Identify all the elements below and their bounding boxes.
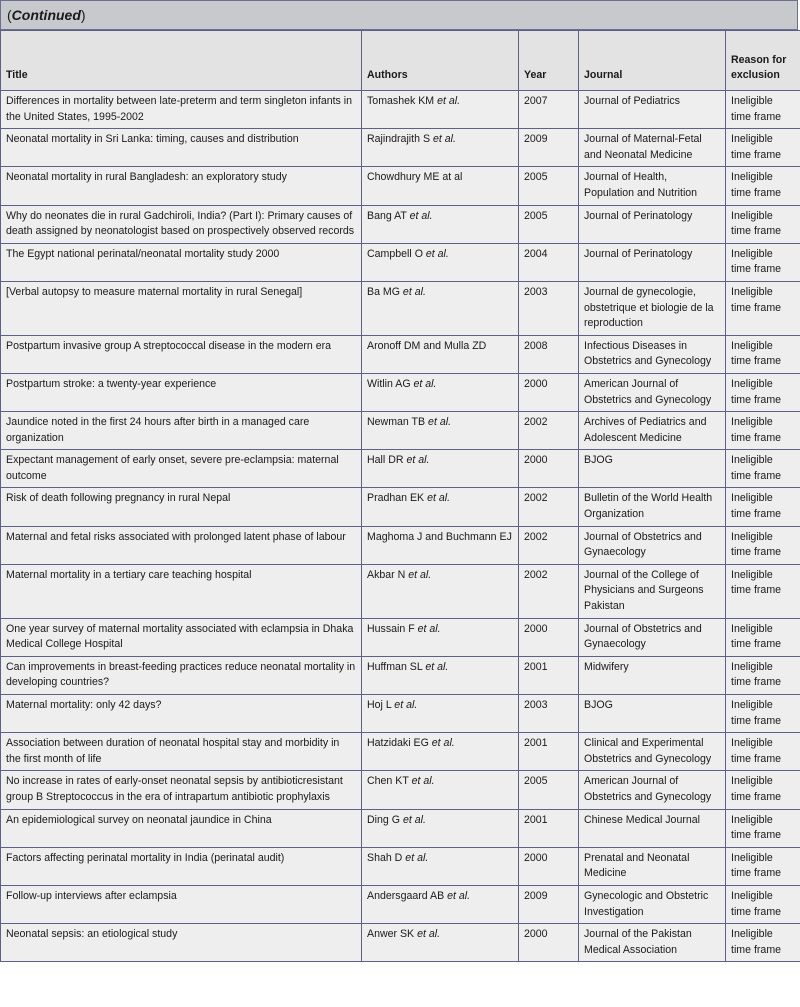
table-row: [1, 450, 800, 488]
table-row: [1, 335, 800, 373]
cell-title: Neonatal mortality in Sri Lanka: timing, causes and distribution: [1, 129, 362, 167]
cell-journal: Journal of the Pakistan Medical Association: [579, 924, 726, 962]
author-name: Akbar N: [367, 568, 406, 581]
cell-journal: Chinese Medical Journal: [579, 809, 726, 847]
cell-year: 2002: [519, 488, 579, 526]
cell-reason: Ineligible time frame: [726, 656, 800, 694]
author-suffix: et al.: [411, 775, 435, 788]
cell-authors: [362, 695, 519, 733]
cell-year: 2005: [519, 205, 579, 243]
cell-reason: Ineligible time frame: [726, 205, 800, 243]
cell-year: 2002: [519, 526, 579, 564]
table-row: [1, 695, 800, 733]
author-name: Hatzidaki EG: [367, 737, 429, 750]
cell-year: 2001: [519, 656, 579, 694]
table-row: [1, 129, 800, 167]
cell-journal: Journal de gynecologie, obstetrique et biologie de la reproduction: [579, 281, 726, 335]
cell-year: 2000: [519, 847, 579, 885]
cell-title: Maternal mortality: only 42 days?: [1, 695, 362, 733]
cell-authors: [362, 488, 519, 526]
cell-title: No increase in rates of early-onset neonatal sepsis by antibioticresistant group B Streptococcus in the era of intrapartum antibiotic prophylaxis: [1, 771, 362, 809]
cell-authors: [362, 167, 519, 205]
table-row: [1, 91, 800, 129]
cell-reason: Ineligible time frame: [726, 618, 800, 656]
cell-reason: Ineligible time frame: [726, 91, 800, 129]
cell-authors: [362, 771, 519, 809]
cell-title: Association between duration of neonatal hospital stay and morbidity in the first month of life: [1, 733, 362, 771]
author-name: Newman TB: [367, 416, 426, 429]
author-name: Chowdhury ME at al: [367, 171, 463, 184]
cell-title: Risk of death following pregnancy in rural Nepal: [1, 488, 362, 526]
author-suffix: et al.: [402, 285, 426, 298]
table-row: [1, 281, 800, 335]
author-suffix: et al.: [425, 247, 449, 260]
cell-authors: [362, 450, 519, 488]
author-name: Andersgaard AB: [367, 889, 445, 902]
cell-year: 2001: [519, 733, 579, 771]
author-suffix: et al.: [417, 622, 441, 635]
cell-authors: [362, 656, 519, 694]
cell-reason: Ineligible time frame: [726, 526, 800, 564]
author-suffix: et al.: [447, 889, 471, 902]
table-row: [1, 373, 800, 411]
table-row: [1, 618, 800, 656]
cell-reason: Ineligible time frame: [726, 243, 800, 281]
cell-journal: American Journal of Obstetrics and Gynecology: [579, 373, 726, 411]
cell-reason: Ineligible time frame: [726, 809, 800, 847]
table-row: [1, 526, 800, 564]
cell-reason: Ineligible time frame: [726, 847, 800, 885]
cell-journal: Journal of Pediatrics: [579, 91, 726, 129]
cell-title: Postpartum stroke: a twenty-year experience: [1, 373, 362, 411]
cell-reason: Ineligible time frame: [726, 412, 800, 450]
author-suffix: et al.: [406, 454, 430, 467]
cell-authors: [362, 733, 519, 771]
cell-year: 2004: [519, 243, 579, 281]
cell-authors: [362, 618, 519, 656]
cell-year: 2000: [519, 450, 579, 488]
author-name: Witlin AG: [367, 377, 411, 390]
cell-authors: [362, 205, 519, 243]
cell-title: Neonatal sepsis: an etiological study: [1, 924, 362, 962]
cell-reason: Ineligible time frame: [726, 771, 800, 809]
banner-open-paren: (: [7, 7, 12, 23]
header-title: Title: [1, 31, 362, 91]
table-row: [1, 809, 800, 847]
cell-authors: [362, 281, 519, 335]
author-name: Anwer SK: [367, 928, 415, 941]
cell-authors: [362, 91, 519, 129]
author-name: Chen KT: [367, 775, 409, 788]
banner-close-paren: ): [80, 7, 86, 23]
cell-title: Maternal mortality in a tertiary care teaching hospital: [1, 564, 362, 618]
cell-journal: Journal of Obstetrics and Gynaecology: [579, 526, 726, 564]
cell-journal: Journal of Perinatology: [579, 243, 726, 281]
cell-year: 2008: [519, 335, 579, 373]
author-suffix: et al.: [402, 813, 426, 826]
header-authors: Authors: [362, 31, 519, 91]
cell-title: One year survey of maternal mortality associated with eclampsia in Dhaka Medical College Hospital: [1, 618, 362, 656]
cell-reason: Ineligible time frame: [726, 695, 800, 733]
cell-authors: [362, 809, 519, 847]
cell-year: 2003: [519, 281, 579, 335]
author-name: Huffman SL: [367, 660, 423, 673]
cell-reason: Ineligible time frame: [726, 281, 800, 335]
cell-reason: Ineligible time frame: [726, 488, 800, 526]
table-row: [1, 847, 800, 885]
author-name: Pradhan EK: [367, 492, 425, 505]
table-row: [1, 243, 800, 281]
header-journal: Journal: [579, 31, 726, 91]
table-row: [1, 771, 800, 809]
cell-title: [Verbal autopsy to measure maternal mortality in rural Senegal]: [1, 281, 362, 335]
author-suffix: et al.: [417, 928, 441, 941]
cell-journal: Journal of Health, Population and Nutrition: [579, 167, 726, 205]
cell-authors: [362, 924, 519, 962]
table-body: [1, 91, 800, 962]
banner-label: Continued: [11, 7, 81, 23]
cell-year: 2005: [519, 167, 579, 205]
cell-year: 2001: [519, 809, 579, 847]
cell-year: 2000: [519, 924, 579, 962]
table-row: [1, 205, 800, 243]
cell-title: Why do neonates die in rural Gadchiroli, India? (Part I): Primary causes of death assigned by neonatologist based on prospectively observed records: [1, 205, 362, 243]
cell-year: 2009: [519, 129, 579, 167]
cell-authors: [362, 373, 519, 411]
cell-year: 2007: [519, 91, 579, 129]
author-suffix: et al.: [431, 737, 455, 750]
cell-journal: Journal of Maternal-Fetal and Neonatal Medicine: [579, 129, 726, 167]
cell-year: 2003: [519, 695, 579, 733]
cell-authors: [362, 335, 519, 373]
table-row: [1, 564, 800, 618]
cell-journal: Clinical and Experimental Obstetrics and Gynecology: [579, 733, 726, 771]
cell-journal: American Journal of Obstetrics and Gynecology: [579, 771, 726, 809]
cell-title: An epidemiological survey on neonatal jaundice in China: [1, 809, 362, 847]
cell-title: Factors affecting perinatal mortality in India (perinatal audit): [1, 847, 362, 885]
cell-year: 2009: [519, 885, 579, 923]
cell-reason: Ineligible time frame: [726, 885, 800, 923]
author-suffix: et al.: [409, 209, 433, 222]
cell-journal: BJOG: [579, 450, 726, 488]
cell-authors: [362, 412, 519, 450]
author-name: Rajindrajith S: [367, 133, 431, 146]
cell-authors: [362, 564, 519, 618]
author-name: Bang AT: [367, 209, 407, 222]
author-suffix: et al.: [413, 377, 437, 390]
continued-banner: [0, 0, 798, 30]
cell-year: 2000: [519, 373, 579, 411]
author-suffix: et al.: [428, 416, 452, 429]
cell-journal: Archives of Pediatrics and Adolescent Medicine: [579, 412, 726, 450]
author-suffix: et al.: [427, 492, 451, 505]
author-suffix: et al.: [425, 660, 449, 673]
author-name: Hoj L: [367, 699, 392, 711]
cell-authors: [362, 847, 519, 885]
cell-title: Postpartum invasive group A streptococcal disease in the modern era: [1, 335, 362, 373]
table-row: [1, 167, 800, 205]
cell-title: The Egypt national perinatal/neonatal mortality study 2000: [1, 243, 362, 281]
author-name: Tomashek KM: [367, 95, 435, 107]
exclusion-table: [0, 30, 800, 962]
cell-reason: Ineligible time frame: [726, 450, 800, 488]
author-name: Hussain F: [367, 622, 415, 635]
cell-year: 2005: [519, 771, 579, 809]
author-name: Maghoma J and Buchmann EJ: [367, 530, 512, 543]
table-row: [1, 924, 800, 962]
cell-journal: Midwifery: [579, 656, 726, 694]
cell-authors: [362, 885, 519, 923]
cell-journal: Journal of Perinatology: [579, 205, 726, 243]
cell-journal: Journal of Obstetrics and Gynaecology: [579, 618, 726, 656]
author-name: Ding G: [367, 813, 400, 826]
author-name: Shah D: [367, 851, 403, 864]
author-suffix: et al.: [394, 699, 418, 711]
cell-journal: Prenatal and Neonatal Medicine: [579, 847, 726, 885]
author-suffix: et al.: [405, 851, 429, 864]
author-suffix: et al.: [432, 133, 456, 146]
cell-year: 2002: [519, 564, 579, 618]
cell-journal: Gynecologic and Obstetric Investigation: [579, 885, 726, 923]
table-row: [1, 885, 800, 923]
author-suffix: et al.: [408, 568, 432, 581]
author-name: Ba MG: [367, 285, 400, 298]
cell-title: Jaundice noted in the first 24 hours after birth in a managed care organization: [1, 412, 362, 450]
header-row: [1, 31, 800, 91]
table-row: [1, 488, 800, 526]
cell-reason: Ineligible time frame: [726, 129, 800, 167]
table-row: [1, 656, 800, 694]
author-name: Aronoff DM and Mulla ZD: [367, 339, 487, 352]
cell-journal: Journal of the College of Physicians and Surgeons Pakistan: [579, 564, 726, 618]
cell-reason: Ineligible time frame: [726, 924, 800, 962]
header-year: Year: [519, 31, 579, 91]
cell-authors: [362, 129, 519, 167]
cell-authors: [362, 243, 519, 281]
author-name: Campbell O: [367, 247, 423, 260]
author-suffix: et al.: [437, 95, 461, 107]
cell-title: Maternal and fetal risks associated with prolonged latent phase of labour: [1, 526, 362, 564]
cell-reason: Ineligible time frame: [726, 335, 800, 373]
cell-reason: Ineligible time frame: [726, 733, 800, 771]
cell-reason: Ineligible time frame: [726, 167, 800, 205]
cell-journal: BJOG: [579, 695, 726, 733]
cell-journal: Bulletin of the World Health Organization: [579, 488, 726, 526]
cell-year: 2002: [519, 412, 579, 450]
cell-authors: [362, 526, 519, 564]
cell-title: Differences in mortality between late-preterm and term singleton infants in the United States, 1995-2002: [1, 91, 362, 129]
cell-title: Neonatal mortality in rural Bangladesh: an exploratory study: [1, 167, 362, 205]
cell-reason: Ineligible time frame: [726, 564, 800, 618]
cell-title: Expectant management of early onset, severe pre-eclampsia: maternal outcome: [1, 450, 362, 488]
cell-year: 2000: [519, 618, 579, 656]
cell-reason: Ineligible time frame: [726, 373, 800, 411]
table-row: [1, 412, 800, 450]
table-row: [1, 733, 800, 771]
cell-title: Can improvements in breast-feeding practices reduce neonatal mortality in developing countries?: [1, 656, 362, 694]
cell-journal: Infectious Diseases in Obstetrics and Gynecology: [579, 335, 726, 373]
cell-title: Follow-up interviews after eclampsia: [1, 885, 362, 923]
author-name: Hall DR: [367, 454, 404, 467]
header-reason: Reason for exclusion: [726, 31, 800, 91]
